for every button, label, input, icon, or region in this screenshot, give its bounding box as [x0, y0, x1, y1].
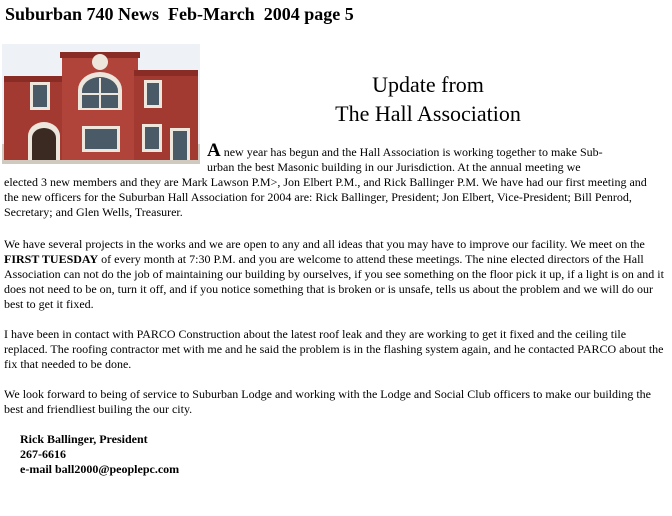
title-line-2: The Hall Association — [335, 101, 521, 126]
meeting-day: FIRST TUESDAY — [4, 252, 99, 266]
signature-email: e-mail ball2000@peoplepc.com — [20, 462, 180, 476]
paragraph-2-before: We have several projects in the works and we are open to any and all ideas that you may have to improve our facility. We meet on the — [4, 237, 645, 251]
paragraph-roof-leak: I have been in contact with PARCO Construction about the latest roof leak and they are working to get it fixed and the ceiling tile replaced. The roofing contractor met with me and he said the problem is in the flashing system again, and he contacted PARCO about the fix that needed to be done. — [4, 327, 664, 371]
signature-block — [20, 432, 179, 477]
paragraph-1-line-1 — [207, 140, 654, 161]
paragraph-1-line-1-text: new year has begun and the Hall Association is working together to make Sub- — [220, 145, 603, 159]
paragraph-1-rest: elected 3 new members and they are Mark Lawson P.M>, Jon Elbert P.M., and Rick Ballinger P.M. We have had our first meeting and the new officers for the Suburban Hall Association for 2004 are: Rick Ballinger, President; Jon Elbert, Vice-President; Bill Penrod, Secretary; and Glen Wells, Treasurer. — [4, 175, 647, 219]
paragraph-1-line-2: urban the best Masonic building in our Jurisdiction. At the annual meeting we — [207, 160, 581, 174]
title-line-1: Update from — [372, 72, 484, 97]
signature-phone: 267-6616 — [20, 447, 66, 461]
paragraph-officers — [4, 140, 654, 220]
drop-cap: A — [207, 140, 221, 161]
newsletter-header: Suburban 740 News Feb-March 2004 page 5 — [5, 4, 354, 24]
article-title — [290, 70, 566, 128]
signature-name: Rick Ballinger, President — [20, 432, 148, 446]
paragraph-closing: We look forward to being of service to Suburban Lodge and working with the Lodge and Social Club officers to make our building the best and friendliest builing the our city. — [4, 387, 651, 416]
paragraph-projects — [4, 237, 664, 312]
paragraph-2-after: of every month at 7:30 P.M. and you are welcome to attend these meetings. The nine elected directors of the Hall Association can not do the job of maintaining our building by ourselves, if you see something on the floor pick it up, if a light is on and it does not need to be on, turn it off, and if you notice something that is broken or is unsafe, tells us about the problem and we will do our best to get it fixed. — [4, 252, 664, 311]
